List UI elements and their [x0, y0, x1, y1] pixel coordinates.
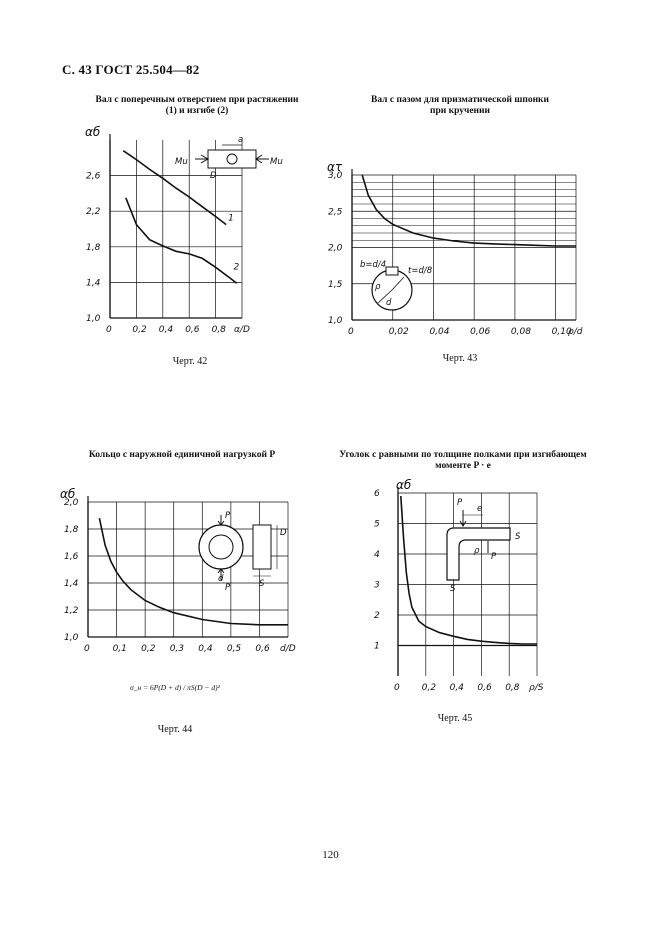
x-tick-label: 0	[394, 683, 400, 693]
panel-title-42-line1: Вал с поперечным отверстием при растяжении	[95, 95, 299, 105]
inset-a: a	[238, 135, 244, 145]
formula-44: σ_н = 6P(D + d) / πS(D − d)²	[130, 683, 220, 692]
chart-42	[70, 120, 300, 350]
series-label: 1	[228, 213, 234, 224]
panel-title-43	[340, 95, 580, 117]
x-tick-label: 0,5	[226, 644, 242, 654]
x-tick-label: 0,8	[505, 683, 520, 693]
x-tick-label: 0,6	[477, 683, 492, 693]
y-axis-label: αб	[60, 487, 76, 501]
y-tick-label: 1,0	[64, 633, 79, 643]
y-tick-label: 3	[374, 580, 380, 591]
caption-43: Черт. 43	[442, 353, 478, 364]
panel-title-42	[82, 95, 312, 117]
x-tick-label: 0,2	[132, 325, 147, 335]
inset-ring	[199, 511, 287, 593]
inset-mu-right: Mu	[270, 157, 283, 167]
y-tick-label: 5	[374, 519, 380, 530]
inset-s-right: S	[515, 532, 521, 542]
panel-title-43-line1: Вал с пазом для призматической шпонки	[371, 95, 549, 105]
inset-s-bottom: S	[450, 584, 456, 594]
y-tick-label: 1,4	[86, 278, 101, 289]
panel-title-45	[318, 450, 608, 472]
x-tick-label: 0,1	[112, 644, 127, 654]
caption-44: Черт. 44	[157, 724, 193, 735]
y-tick-label: 2,6	[86, 171, 101, 182]
x-axis-label: ρ/S	[529, 683, 544, 693]
inset-P-top: P	[457, 498, 463, 508]
series-label: 2	[233, 262, 240, 273]
x-axis-label: α/D	[234, 325, 250, 335]
y-tick-label: 1,5	[328, 279, 343, 290]
panel-title-45-line1: Уголок с равными по толщине полками при изгибающем	[339, 450, 587, 460]
inset-t-label: t=d/8	[408, 266, 433, 276]
panel-title-43-line2: при кручении	[430, 106, 490, 116]
y-tick-label: 6	[374, 489, 380, 499]
inset-D: D	[210, 171, 217, 181]
y-tick-label: 2,0	[328, 243, 343, 254]
x-tick-label: 0	[348, 327, 354, 337]
y-tick-label: 3,0	[328, 171, 343, 181]
y-tick-label: 2,0	[64, 498, 79, 508]
caption-42: Черт. 42	[172, 356, 208, 367]
y-tick-label: 1,0	[86, 314, 101, 324]
inset-e: e	[477, 504, 483, 514]
y-tick-label: 1,8	[86, 242, 101, 253]
x-tick-label: 0	[84, 644, 90, 654]
x-tick-label: 0,02	[388, 327, 409, 337]
y-tick-label: 1,8	[64, 525, 79, 535]
x-tick-label: 0,4	[198, 644, 213, 654]
series-line	[401, 496, 537, 644]
y-tick-label: 2,2	[86, 207, 101, 218]
x-tick-label: 0,04	[429, 327, 450, 337]
y-tick-label: 1,6	[64, 552, 79, 562]
y-tick-label: 2,5	[328, 207, 343, 218]
chart-44	[60, 480, 300, 660]
inset-P-right: P	[491, 552, 497, 562]
inset-P-bottom: P	[225, 583, 231, 593]
y-tick-label: 4	[374, 550, 380, 560]
panel-title-42-line2: (1) и изгибе (2)	[165, 106, 229, 116]
chart-45	[365, 478, 565, 700]
y-tick-label: 1,2	[64, 606, 79, 616]
panel-title-44-line1: Кольцо с наружной единичной нагрузкой P	[88, 450, 276, 460]
x-tick-label: 0,6	[185, 325, 200, 335]
x-tick-label: 0,08	[510, 327, 531, 337]
inset-shaft-hole	[175, 135, 283, 181]
inset-d: d	[218, 574, 224, 584]
panel-title-45-line2: моменте P · e	[435, 461, 491, 471]
y-axis-label: αб	[85, 125, 101, 139]
caption-45: Черт. 45	[437, 713, 473, 724]
chart-43	[327, 160, 600, 350]
y-tick-label: 1,0	[328, 316, 343, 326]
panel-title-44	[62, 450, 302, 461]
x-tick-label: 0,4	[158, 325, 174, 335]
x-tick-label: 0,4	[449, 683, 464, 693]
x-tick-label: 0,2	[421, 683, 437, 693]
series-line	[126, 198, 240, 283]
y-tick-label: 2	[374, 611, 380, 621]
x-axis-label: ρ/d	[568, 327, 583, 337]
inset-b-label: b=d/4	[360, 260, 387, 270]
plot-area	[60, 487, 296, 654]
inset-rho: ρ	[474, 546, 480, 556]
inset-rho-label: ρ	[375, 282, 381, 292]
inset-S: S	[259, 579, 265, 589]
inset-mu-left: Mu	[175, 157, 188, 167]
x-tick-label: 0,06	[470, 327, 491, 337]
x-tick-label: 0,6	[255, 644, 270, 654]
x-tick-label: 0	[106, 325, 112, 335]
series-line	[362, 175, 576, 246]
page-header: С. 43 ГОСТ 25.504—82	[62, 62, 200, 77]
inset-keyway-shaft	[360, 260, 433, 310]
y-tick-label: 1	[374, 641, 380, 652]
page-number: 120	[322, 849, 339, 861]
x-axis-label: d/D	[280, 644, 296, 654]
inset-D: D	[280, 528, 287, 538]
y-axis-label: ατ	[327, 160, 343, 174]
x-tick-label: 0,8	[211, 325, 226, 335]
plot-area	[327, 160, 583, 337]
x-tick-label: 0,3	[169, 644, 185, 654]
plot-area	[374, 478, 544, 693]
inset-angle-profile	[447, 498, 521, 594]
y-axis-label: αб	[396, 478, 412, 492]
x-tick-label: 0,10	[551, 327, 572, 337]
x-tick-label: 0,2	[141, 644, 156, 654]
y-tick-label: 1,4	[64, 579, 79, 589]
inset-P-top: P	[225, 511, 231, 521]
inset-d-label: d	[386, 298, 392, 308]
